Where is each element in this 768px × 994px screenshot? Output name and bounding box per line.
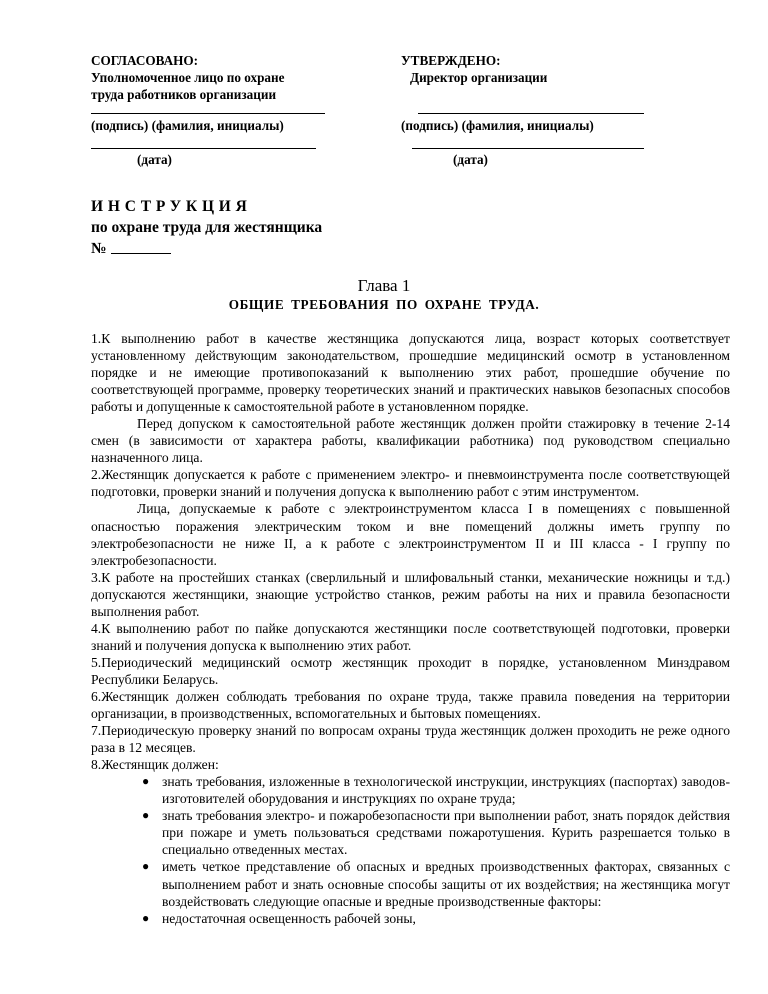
agreed-line-2: труда работников организации [91,87,277,102]
chapter-heading: Глава 1 [357,276,411,295]
bullet-icon: ● [142,910,150,925]
list-item: ● недостаточная освещенность рабочей зоны, [142,910,416,926]
paragraph-6: 6.Жестянщик должен соблюдать требования по охране труда, также правила поведения на территории организации, в производственных, вспомогательных и бытовых помещениях. [91,688,730,722]
paragraph-1: 1.К выполнению работ в качестве жестянщика допускаются лица, возраст которых соответствует установленному действующим законодательством, прошедшие медицинский осмотр в установленном порядке и не имеющие противопоказаний к выполнению этих работ, прошедшие обучение по соответствующей программе, проверку теоретических знаний и практических навыков безопасных способов работы и допущенные к самостоятельной работе в установленном порядке. [91,331,730,415]
approved-heading: УТВЕРЖДЕНО: [401,53,501,68]
list-item: ● знать требования, изложенные в технологической инструкции, инструкциях (паспортах) заводов-изготовителей оборудования и инструкциях по охране труда; [142,774,730,807]
agreed-block [91,52,341,103]
paragraph-2: 2.Жестянщик допускается к работе с применением электро- и пневмоинструмента после соответствующей подготовки, проверки знаний и получения допуска к выполнению работ с этим инструментом. [91,467,730,500]
approval-block [0,52,768,172]
paragraph-5: 5.Периодический медицинский осмотр жестянщик проходит в порядке, установленном Минздравом Республики Беларусь. [91,654,730,687]
paragraph-2-electrical-group: Лица, допускаемые к работе с электроинструментом класса I в помещениях с повышенной опасностью поражения электрическим током и вне помещений должны иметь группу по электробезопасности не ниже II, а к работе с электроинструментом II и III класса - I группу по электробезопасности. [91,501,730,568]
agreed-date-caption: (дата) [137,152,172,167]
list-item: ● иметь четкое представление об опасных и вредных производственных факторах, связанных с выполнением работ и знать основные способы защиты от их воздействия; на жестянщика могут воздействовать следующие опасные и вредные производственные факторы: [142,859,730,909]
agreed-heading: СОГЛАСОВАНО: [91,53,199,68]
document-title-block [91,196,322,259]
paragraph-8: 8.Жестянщик должен: [91,757,219,773]
document-subtitle: по охране труда для жестянщика [91,219,323,236]
approved-date-line [412,148,644,149]
approved-signature-caption: (подпись) (фамилия, инициалы) [401,118,594,133]
document-number [91,238,322,259]
approved-signature-line [418,113,644,114]
agreed-date-line [91,148,316,149]
paragraph-3: 3.К работе на простейших станках (сверлильный и шлифовальный станки, механические ножницы и т.д.) допускаются жестянщики, знающие устройство станков, режим работы на них и правила безопасности выполнения работ. [91,569,730,619]
approved-block [401,52,671,86]
agreed-line-1: Уполномоченное лицо по охране [91,70,285,85]
number-sign: № [91,240,107,257]
approved-line-1: Директор организации [410,70,548,85]
paragraph-1-internship: Перед допуском к самостоятельной работе жестянщик должен пройти стажировку в течение 2-14 смен (в зависимости от характера работы, квалификации работника) под руководством специально назначенного лица. [91,416,730,466]
paragraph-7: 7.Периодическую проверку знаний по вопросам охраны труда жестянщик должен проходить не реже одного раза в 12 месяцев. [91,723,730,756]
requirements-list [91,773,730,926]
paragraph-4: 4.К выполнению работ по пайке допускаются жестянщики после соответствующей подготовки, проверки знаний и получения допуска к выполнению этих работ. [91,620,730,653]
bullet-icon: ● [142,808,150,823]
chapter-subheading: ОБЩИЕ ТРЕБОВАНИЯ ПО ОХРАНЕ ТРУДА. [228,297,540,312]
bullet-icon: ● [142,774,150,789]
bullet-icon: ● [142,859,150,874]
document-title: ИНСТРУКЦИЯ [91,198,252,215]
agreed-signature-line [91,113,325,114]
agreed-signature-caption: (подпись) (фамилия, инициалы) [91,118,284,133]
number-blank-line [111,239,171,254]
list-item: ● знать требования электро- и пожаробезопасности при выполнении работ, знать порядок действия при пожаре и уметь пользоваться средствами пожаротушения. Курить разрешается только в специально отведенных местах. [142,808,730,858]
instruction-body [91,330,730,927]
approved-date-caption: (дата) [453,152,488,167]
